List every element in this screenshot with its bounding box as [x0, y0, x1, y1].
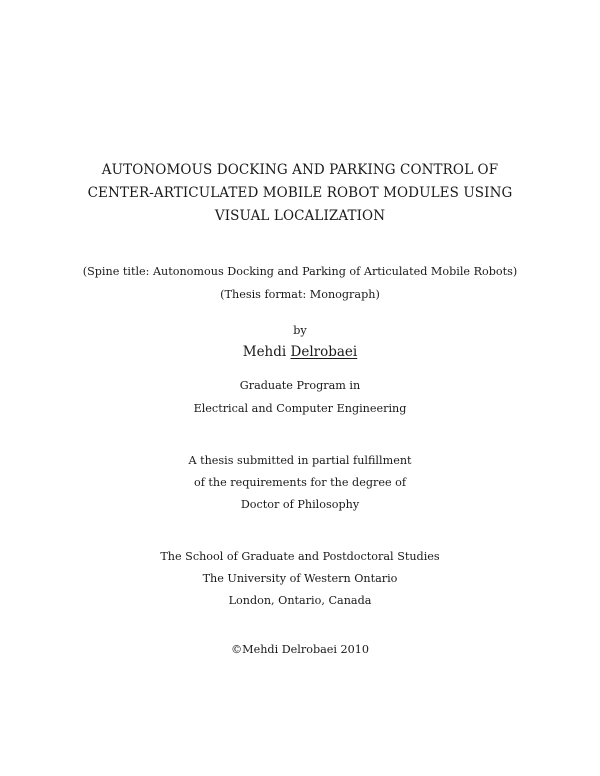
thesis-title-line-3: VISUAL LOCALIZATION	[214, 208, 386, 224]
copyright-notice: ©Mehdi Delrobaei 2010	[230, 643, 370, 656]
program-line-1: Graduate Program in	[239, 379, 361, 392]
author-name	[0, 346, 600, 360]
degree-name: Doctor of Philosophy	[240, 498, 360, 511]
institution-line-1: The School of Graduate and Postdoctoral Studies	[160, 550, 440, 563]
spine-title: (Spine title: Autonomous Docking and Parking of Articulated Mobile Robots)	[82, 265, 518, 278]
by-label: by	[293, 324, 307, 337]
submission-line-1: A thesis submitted in partial fulfillment	[188, 454, 412, 467]
author-first-name: Mehdi	[242, 344, 287, 360]
thesis-format: (Thesis format: Monograph)	[220, 288, 380, 301]
thesis-title-line-2: CENTER-ARTICULATED MOBILE ROBOT MODULES USING	[87, 185, 513, 201]
institution-line-3: London, Ontario, Canada	[228, 594, 372, 607]
submission-line-2: of the requirements for the degree of	[193, 476, 407, 489]
institution-line-2: The University of Western Ontario	[202, 572, 398, 585]
author-last-name: Delrobaei	[290, 344, 358, 360]
thesis-title-line-1: AUTONOMOUS DOCKING AND PARKING CONTROL OF	[101, 162, 499, 178]
program-line-2: Electrical and Computer Engineering	[193, 402, 407, 415]
